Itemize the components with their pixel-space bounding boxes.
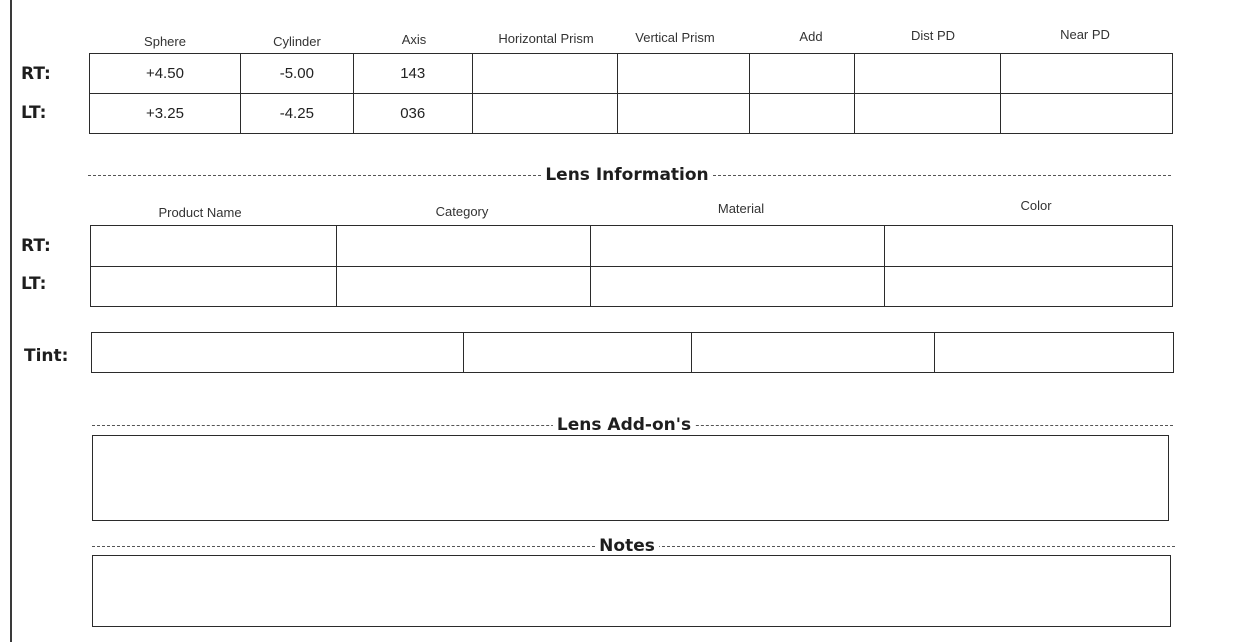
lens-info-table — [90, 225, 1173, 307]
lens-row-label-right: RT: — [21, 236, 51, 256]
col-header-axis: Axis — [401, 32, 427, 47]
tint-cell-4[interactable] — [935, 333, 1174, 373]
lt-axis-cell[interactable]: 036 — [353, 94, 472, 134]
col-header-product-name: Product Name — [158, 205, 242, 220]
notes-box[interactable] — [92, 555, 1171, 627]
col-header-horizontal-prism: Horizontal Prism — [498, 31, 594, 46]
rx-table — [89, 53, 1173, 134]
col-header-dist-pd: Dist PD — [910, 28, 956, 43]
lt-cylinder-cell[interactable]: -4.25 — [240, 94, 353, 134]
lt-material-cell[interactable] — [590, 267, 885, 307]
rt-dist-pd-cell[interactable] — [855, 54, 1001, 94]
rx-row-label-right: RT: — [21, 64, 51, 84]
rt-axis-cell[interactable]: 143 — [353, 54, 472, 94]
rt-product-name-cell[interactable] — [91, 226, 337, 267]
col-header-cylinder: Cylinder — [273, 34, 321, 49]
rt-horizontal-prism-cell[interactable] — [472, 54, 617, 94]
rx-row-right — [90, 54, 1173, 94]
lt-horizontal-prism-cell[interactable] — [472, 94, 617, 134]
tint-cell-1[interactable] — [92, 333, 464, 373]
tint-cell-3[interactable] — [692, 333, 935, 373]
addons-title: Lens Add-on's — [553, 415, 695, 435]
col-header-color: Color — [1020, 198, 1052, 213]
rt-near-pd-cell[interactable] — [1001, 54, 1173, 94]
lt-vertical-prism-cell[interactable] — [617, 94, 750, 134]
rt-cylinder-cell[interactable]: -5.00 — [240, 54, 353, 94]
col-header-near-pd: Near PD — [1060, 27, 1110, 42]
rt-vertical-prism-cell[interactable] — [617, 54, 750, 94]
lt-near-pd-cell[interactable] — [1001, 94, 1173, 134]
col-header-sphere: Sphere — [144, 34, 186, 49]
col-header-add: Add — [799, 29, 823, 44]
rt-color-cell[interactable] — [885, 226, 1173, 267]
lens-row-left — [91, 267, 1173, 307]
lens-row-label-left: LT: — [21, 274, 47, 294]
rt-add-cell[interactable] — [750, 54, 855, 94]
rt-material-cell[interactable] — [590, 226, 885, 267]
rt-sphere-cell[interactable]: +4.50 — [90, 54, 241, 94]
lt-dist-pd-cell[interactable] — [855, 94, 1001, 134]
rx-row-left — [90, 94, 1173, 134]
tint-cell-2[interactable] — [463, 333, 692, 373]
col-header-category: Category — [435, 204, 489, 219]
col-header-material: Material — [717, 201, 765, 216]
tint-label: Tint: — [24, 346, 69, 366]
lt-category-cell[interactable] — [336, 267, 590, 307]
lens-row-right — [91, 226, 1173, 267]
lt-color-cell[interactable] — [885, 267, 1173, 307]
addons-box[interactable] — [92, 435, 1169, 521]
lt-add-cell[interactable] — [750, 94, 855, 134]
lens-info-title: Lens Information — [541, 165, 712, 185]
lt-product-name-cell[interactable] — [91, 267, 337, 307]
tint-table — [91, 332, 1174, 373]
page-border — [10, 0, 12, 642]
rt-category-cell[interactable] — [336, 226, 590, 267]
lt-sphere-cell[interactable]: +3.25 — [90, 94, 241, 134]
col-header-vertical-prism: Vertical Prism — [635, 30, 715, 45]
tint-row — [92, 333, 1174, 373]
notes-title: Notes — [595, 536, 659, 556]
rx-row-label-left: LT: — [21, 103, 47, 123]
